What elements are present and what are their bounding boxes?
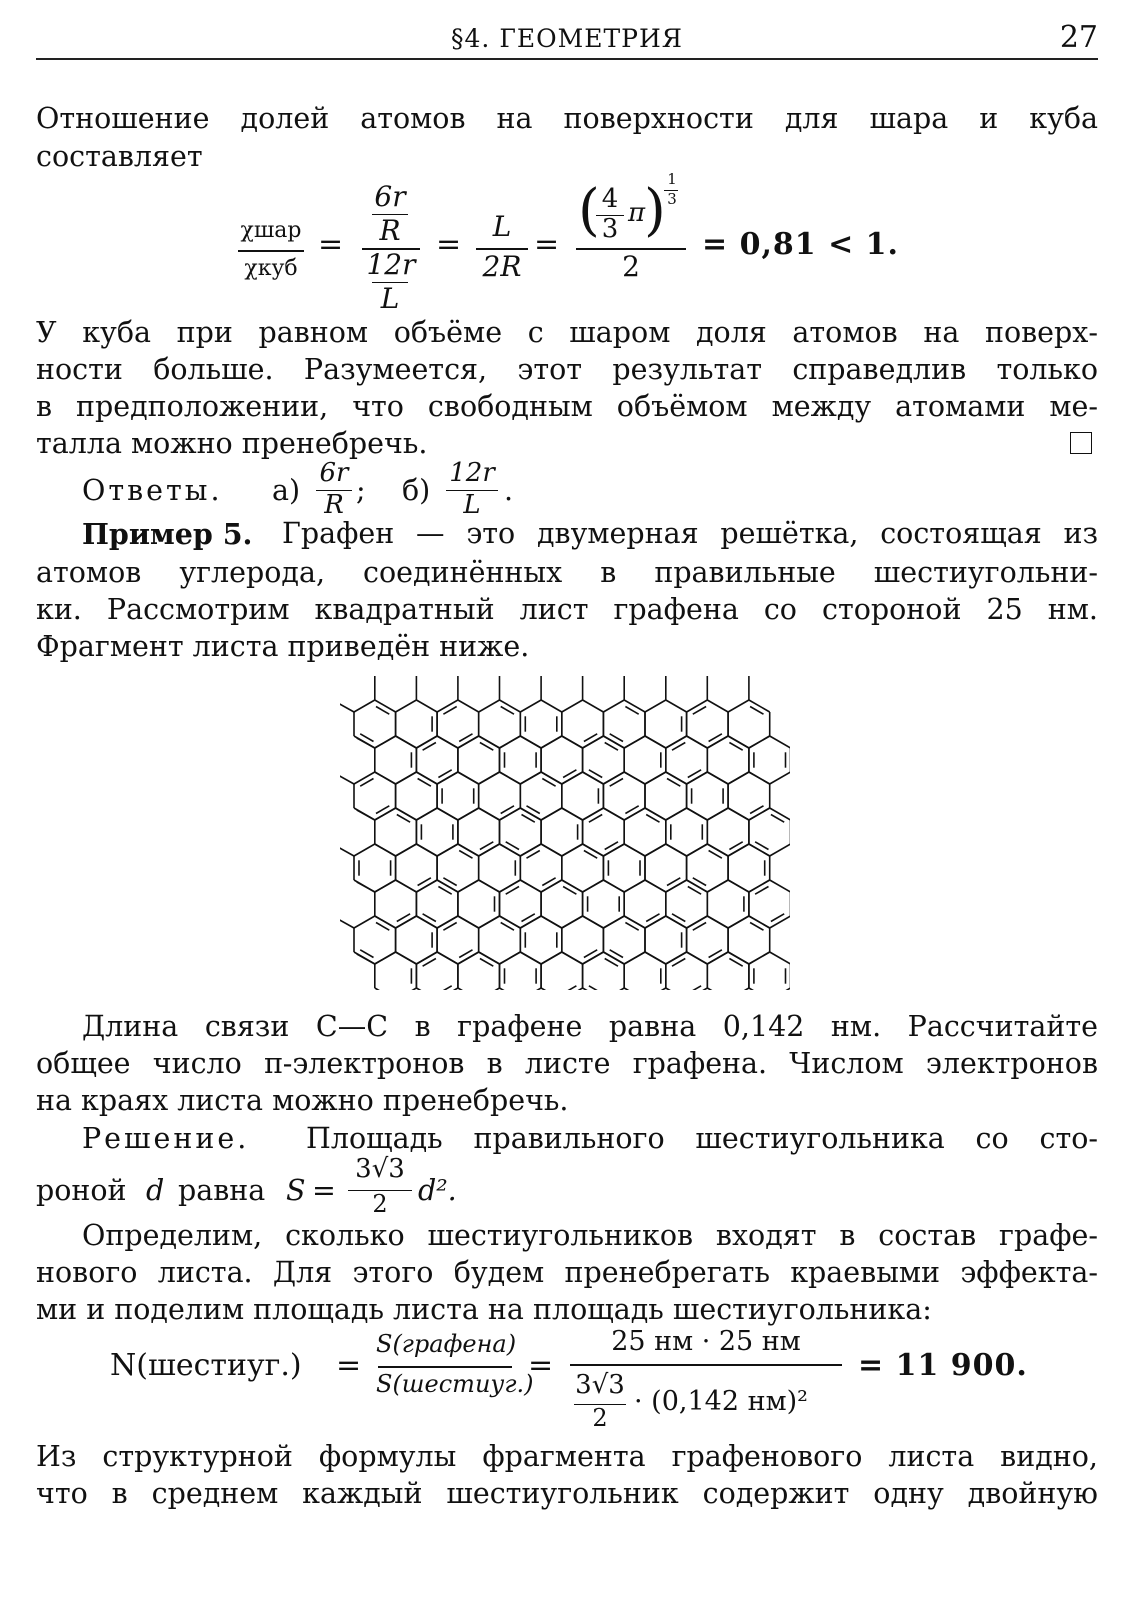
frac-num: 3√3 (355, 1154, 405, 1184)
bond-line (500, 988, 521, 990)
bond-line (416, 700, 437, 712)
bond-line (728, 808, 749, 820)
bond-line (603, 988, 624, 990)
bond-line (624, 844, 645, 856)
bond-line (375, 808, 396, 820)
den-3: 3 (601, 214, 619, 244)
equals: = (312, 1174, 336, 1207)
bond-line (707, 988, 728, 990)
bond-line (375, 844, 396, 856)
equals: = (528, 1348, 554, 1383)
bond-line (603, 952, 624, 964)
bond-line (666, 844, 687, 856)
equals: = (318, 227, 344, 262)
bond-line (770, 736, 790, 748)
edge-bond-line (340, 918, 354, 928)
text-line: Площадь правильного шестиугольника со сто- (306, 1122, 1098, 1155)
bond-line (479, 808, 500, 820)
bond-line (645, 916, 666, 928)
bond-line (396, 916, 417, 928)
fraction-bar (378, 1366, 512, 1368)
equals: = (336, 1348, 362, 1383)
bond-line (666, 700, 687, 712)
bond-line (583, 808, 604, 820)
bond-line (437, 952, 458, 964)
bond-line (416, 916, 437, 928)
bond-line (603, 700, 624, 712)
num-6r: 6r (374, 180, 406, 213)
bond-line (458, 988, 479, 990)
section-title: §4. ГЕОМЕТРИЯ (451, 24, 683, 53)
bond-line (645, 736, 666, 748)
bond-line (396, 736, 417, 748)
edge-bond-line (357, 738, 375, 748)
bond-line (541, 988, 562, 990)
bond-line (458, 772, 479, 784)
bond-line (416, 772, 437, 784)
bond-line (520, 808, 541, 820)
bond-line (728, 700, 749, 712)
bond-line (645, 844, 666, 856)
text-line: ми и поделим площадь листа на площадь шестиугольника: (36, 1293, 932, 1326)
period: . (504, 474, 514, 507)
bond-line (770, 880, 790, 892)
denominator-rest: · (0,142 нм)² (634, 1386, 808, 1417)
bond-line (375, 880, 396, 892)
bond-line (687, 736, 708, 748)
answer-a-den: R (324, 490, 344, 520)
bond-line (603, 880, 624, 892)
bond-line (437, 880, 458, 892)
s-hexagon: S(шестиуг.) (376, 1370, 534, 1398)
bond-line (479, 988, 500, 990)
graphene-lattice-figure (340, 670, 790, 990)
answer-b-num: 12r (449, 458, 495, 488)
bond-line (520, 844, 541, 856)
bond-line (770, 844, 790, 856)
bond-line (541, 700, 562, 712)
bond-line (770, 772, 790, 784)
bond-line (375, 772, 396, 784)
bond-line (687, 916, 708, 928)
text-line: ности больше. Разумеется, этот результат справедлив только (36, 353, 1098, 386)
den-R: R (379, 214, 401, 247)
d-squared: d². (418, 1174, 457, 1207)
bond-line (666, 988, 687, 990)
text-line: нового листа. Для этого будем пренебрегать краевыми эффекта- (36, 1256, 1098, 1289)
bond-line (583, 844, 604, 856)
num-L: L (492, 210, 512, 243)
bond-line (603, 772, 624, 784)
bond-line (479, 772, 500, 784)
s-graphene: S(графена) (376, 1330, 517, 1358)
double-bond-line (563, 986, 576, 990)
bond-line (583, 916, 604, 928)
bond-line (707, 736, 728, 748)
bond-line (541, 808, 562, 820)
bond-line (541, 880, 562, 892)
num-4: 4 (601, 184, 619, 214)
bond-line (458, 808, 479, 820)
bond-line (624, 916, 645, 928)
chi-cube: χкуб (244, 256, 298, 281)
bond-line (479, 700, 500, 712)
answer-a-num: 6r (319, 458, 349, 488)
bond-line (728, 880, 749, 892)
bond-line (728, 916, 749, 928)
bond-line (645, 808, 666, 820)
bond-line (354, 772, 375, 784)
bond-line (562, 736, 583, 748)
bond-line (707, 880, 728, 892)
qed-square-icon (1070, 432, 1092, 454)
text-line: что в среднем каждый шестиугольник содержит одну двойную (36, 1477, 1098, 1510)
bond-line (749, 952, 770, 964)
bond-line (770, 916, 790, 928)
bond-line (562, 844, 583, 856)
frac-den: 2 (372, 1190, 388, 1218)
bond-line (562, 700, 583, 712)
text-line: Длина связи C—C в графене равна 0,142 нм. Рассчитайте (82, 1010, 1098, 1043)
bond-line (541, 736, 562, 748)
bond-line (603, 736, 624, 748)
bond-line (645, 880, 666, 892)
formula-result: = 0,81 < 1. (702, 227, 899, 262)
bond-line (479, 880, 500, 892)
bond-line (583, 736, 604, 748)
bond-line (354, 700, 375, 712)
bond-line (458, 880, 479, 892)
bond-line (500, 916, 521, 928)
bond-line (749, 808, 770, 820)
bond-line (354, 916, 375, 928)
bond-line (479, 916, 500, 928)
bond-line (541, 844, 562, 856)
bond-line (707, 772, 728, 784)
var-S: S (286, 1174, 306, 1207)
bond-line (416, 844, 437, 856)
exp-num: 1 (667, 170, 677, 188)
bond-line (458, 916, 479, 928)
bond-line (375, 952, 396, 964)
bond-line (645, 952, 666, 964)
bond-line (707, 952, 728, 964)
bond-line (687, 808, 708, 820)
bond-line (562, 772, 583, 784)
exp-den: 3 (667, 190, 677, 208)
bond-line (603, 844, 624, 856)
example-title: Пример 5. (82, 517, 253, 551)
text-line: Графен — это двумерная решётка, состоящая из (282, 517, 1098, 550)
bond-line (645, 772, 666, 784)
answers-label: Ответы. (82, 474, 223, 507)
text-line: ки. Рассмотрим квадратный лист графена со стороной 25 нм. (36, 593, 1098, 626)
bond-line (416, 880, 437, 892)
bond-line (707, 700, 728, 712)
bond-line (479, 952, 500, 964)
bond-line (707, 844, 728, 856)
pi-symbol: π (628, 198, 646, 228)
bond-line (416, 808, 437, 820)
bond-line (520, 700, 541, 712)
edge-bond-line (357, 810, 375, 820)
bond-line (583, 880, 604, 892)
text-line: У куба при равном объёме с шаром доля атомов на поверх- (36, 316, 1098, 349)
fraction-bar (238, 250, 304, 252)
bond-line (458, 952, 479, 964)
bond-line (666, 952, 687, 964)
bond-line (728, 988, 749, 990)
bond-line (437, 772, 458, 784)
bond-line (624, 952, 645, 964)
separator: ; (356, 474, 366, 507)
text-line: на краях листа можно пренебречь. (36, 1084, 569, 1117)
bond-line (603, 916, 624, 928)
bond-line (396, 844, 417, 856)
bond-line (687, 844, 708, 856)
var-d: d (146, 1174, 165, 1207)
paren-close: ) (644, 178, 666, 243)
bond-line (541, 952, 562, 964)
bond-line (396, 772, 417, 784)
edge-bond-line (357, 882, 375, 892)
bond-line (666, 916, 687, 928)
bond-line (687, 880, 708, 892)
bond-line (749, 916, 770, 928)
chi-ball: χшар (240, 218, 302, 243)
bond-line (770, 952, 790, 964)
text-line: Из структурной формулы фрагмента графенового листа видно, (36, 1440, 1098, 1473)
text-line: Фрагмент листа приведён ниже. (36, 630, 530, 663)
double-bond-line (688, 986, 701, 990)
double-bond-line (438, 986, 451, 990)
bond-line (728, 952, 749, 964)
bond-line (520, 880, 541, 892)
bond-line (479, 736, 500, 748)
bond-line (541, 772, 562, 784)
bond-line (500, 736, 521, 748)
bond-line (396, 880, 417, 892)
edge-bond-line (357, 954, 375, 964)
text-fragment: роной (36, 1174, 127, 1207)
bond-line (749, 700, 770, 712)
text-line: Отношение долей атомов на поверхности для шара и куба (36, 102, 1098, 135)
page-number: 27 (1059, 20, 1098, 55)
solution-label: Решение. (82, 1122, 250, 1155)
bond-line (624, 736, 645, 748)
bond-line (749, 736, 770, 748)
edge-bond-line (340, 774, 354, 784)
bond-line (562, 880, 583, 892)
bond-line (666, 880, 687, 892)
answer-b-marker: б) (402, 474, 431, 507)
bond-line (728, 772, 749, 784)
bond-line (603, 808, 624, 820)
bond-line (520, 736, 541, 748)
bond-line (416, 952, 437, 964)
formula-lhs: N(шестиуг.) (110, 1348, 302, 1383)
bond-line (520, 772, 541, 784)
bond-line (645, 700, 666, 712)
bond-line (562, 808, 583, 820)
bond-line (707, 916, 728, 928)
fraction-bar (570, 1364, 842, 1366)
bond-line (375, 736, 396, 748)
edge-bond-line (340, 846, 354, 856)
bond-line (354, 844, 375, 856)
den-frac-den: 2 (592, 1404, 608, 1432)
bond-line (770, 988, 790, 990)
bond-line (375, 700, 396, 712)
num-12r: 12r (366, 248, 416, 281)
bond-line (458, 736, 479, 748)
bond-line (541, 916, 562, 928)
bond-line (437, 808, 458, 820)
bond-line (520, 988, 541, 990)
den-2: 2 (622, 250, 640, 283)
bond-line (520, 916, 541, 928)
bond-line (479, 844, 500, 856)
bond-line (728, 844, 749, 856)
bond-line (500, 772, 521, 784)
edge-bond-line (340, 702, 354, 712)
bond-line (707, 808, 728, 820)
equals: = (534, 227, 560, 262)
bond-line (749, 772, 770, 784)
bond-line (396, 700, 417, 712)
bond-line (562, 916, 583, 928)
bond-line (458, 700, 479, 712)
answer-b-den: L (463, 490, 481, 520)
bond-line (437, 700, 458, 712)
bond-line (562, 952, 583, 964)
text-line: составляет (36, 140, 203, 173)
bond-line (666, 772, 687, 784)
answer-a-marker: а) (272, 474, 301, 507)
bond-line (416, 988, 437, 990)
bond-line (416, 736, 437, 748)
formula-result: = 11 900. (858, 1348, 1028, 1383)
paren-open: ( (578, 178, 600, 243)
double-bond-line (589, 986, 602, 990)
bond-line (624, 772, 645, 784)
bond-line (666, 808, 687, 820)
bond-line (437, 844, 458, 856)
bond-line (728, 736, 749, 748)
bond-line (500, 844, 521, 856)
text-line: атомов углерода, соединённых в правильные шестиугольни- (36, 556, 1098, 589)
bond-line (396, 808, 417, 820)
bond-line (645, 988, 666, 990)
bond-line (749, 844, 770, 856)
bond-line (396, 988, 417, 990)
bond-line (375, 988, 396, 990)
bond-line (437, 916, 458, 928)
bond-line (375, 916, 396, 928)
bond-line (624, 808, 645, 820)
text-line: Определим, сколько шестиугольников входят в состав графе- (82, 1219, 1098, 1252)
bond-line (500, 808, 521, 820)
formula-numerator: 25 нм · 25 нм (611, 1326, 801, 1357)
bond-line (500, 700, 521, 712)
bond-line (520, 952, 541, 964)
bond-line (583, 952, 604, 964)
bond-line (749, 880, 770, 892)
den-frac-num: 3√3 (575, 1370, 625, 1400)
bond-line (687, 952, 708, 964)
bond-line (687, 700, 708, 712)
bond-line (583, 772, 604, 784)
text-line: в предположении, что свободным объёмом между атомами ме- (36, 390, 1098, 423)
bond-line (396, 952, 417, 964)
bond-line (666, 736, 687, 748)
bond-line (500, 952, 521, 964)
text-fragment: равна (178, 1174, 266, 1207)
bond-line (437, 736, 458, 748)
bond-line (687, 772, 708, 784)
bond-line (770, 808, 790, 820)
equals: = (436, 227, 462, 262)
bond-line (624, 700, 645, 712)
bond-line (624, 988, 645, 990)
text-line: общее число π-электронов в листе графена. Числом электронов (36, 1047, 1098, 1080)
text-line: талла можно пренебречь. (36, 427, 428, 460)
bond-line (624, 880, 645, 892)
den-L: L (380, 282, 400, 315)
page-header (36, 14, 1098, 60)
bond-line (500, 880, 521, 892)
den-2R: 2R (482, 250, 522, 283)
bond-line (458, 844, 479, 856)
bond-line (749, 988, 770, 990)
bond-line (583, 700, 604, 712)
